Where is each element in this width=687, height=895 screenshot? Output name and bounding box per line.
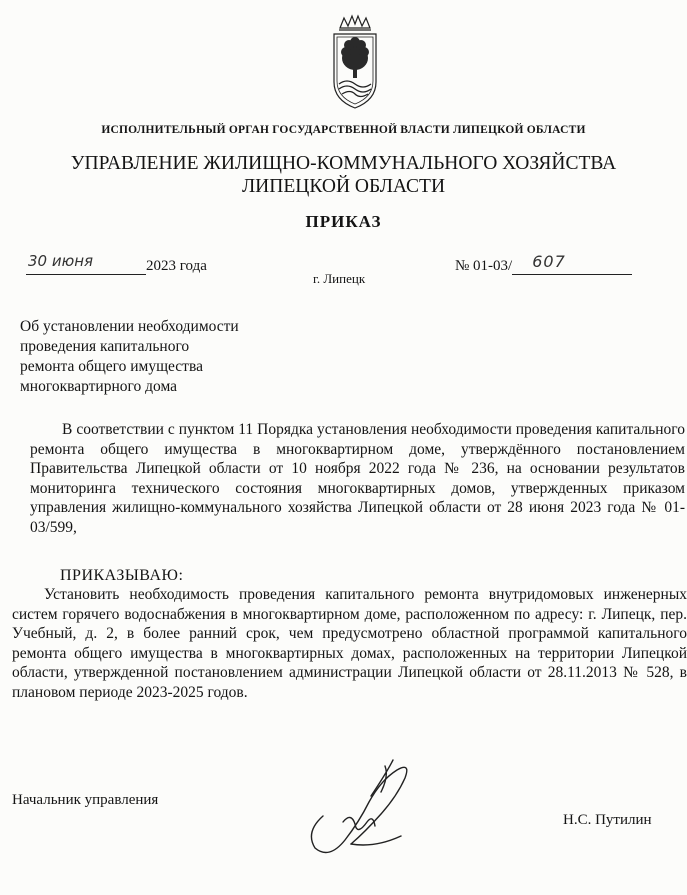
order-date bbox=[26, 252, 207, 275]
department-line-2: ЛИПЕЦКОЙ ОБЛАСТИ bbox=[241, 176, 446, 197]
city: г. Липецк bbox=[313, 271, 366, 286]
subject-line: проведения капитального bbox=[20, 338, 190, 355]
order-keyword: ПРИКАЗЫВАЮ: bbox=[60, 567, 184, 584]
preamble-paragraph: В соответствии с пунктом 11 Порядка установления необходимости проведения капитального ремонта общего имущества в многоквартирном доме, утверждённого постановлением Правительства Липецкой области от 10 ноября 2022 года № 236, на основании результатов мониторинга технического состояния многоквартирных домов, утвержденных приказом управления жилищно-коммунального хозяйства Липецкой области от 28 июня 2023 года № 01-03/599, bbox=[30, 421, 685, 536]
subject-line: ремонта общего имущества bbox=[20, 358, 203, 375]
subject-line: многоквартирного дома bbox=[20, 378, 178, 395]
document-type: ПРИКАЗ bbox=[305, 212, 382, 231]
date-year: 2023 года bbox=[146, 258, 207, 274]
signatory-title: Начальник управления bbox=[12, 792, 159, 808]
order-paragraph: Установить необходимость проведения капитального ремонта внутридомовых инженерных систем горячего водоснабжения в многоквартирном доме, расположенном по адресу: г. Липецк, пер. Учебный, д. 2, в более ранний срок, чем предусмотрено областной программой капитального ремонта общего имущества в многоквартирных домах, расположенных на территории Липецкой области, утвержденной постановлением администрации Липецкой области от 28.11.2013 № 528, в плановом периоде 2023-2025 годов. bbox=[12, 586, 687, 701]
department-name bbox=[0, 152, 687, 198]
order-number bbox=[455, 252, 632, 275]
handwritten-date: 30 июня bbox=[28, 252, 94, 270]
handwritten-number: 607 bbox=[532, 252, 566, 271]
department-line-1: УПРАВЛЕНИЕ ЖИЛИЩНО-КОММУНАЛЬНОГО ХОЗЯЙСТВА bbox=[70, 153, 617, 174]
number-blank bbox=[512, 252, 632, 275]
order-subject bbox=[20, 317, 320, 397]
coat-of-arms-icon bbox=[322, 14, 388, 112]
number-prefix: № 01-03/ bbox=[455, 258, 513, 274]
date-blank bbox=[26, 252, 146, 275]
signatory-name: Н.С. Путилин bbox=[563, 812, 652, 828]
issuing-authority: ИСПОЛНИТЕЛЬНЫЙ ОРГАН ГОСУДАРСТВЕННОЙ ВЛАСТИ ЛИПЕЦКОЙ ОБЛАСТИ bbox=[101, 124, 586, 136]
subject-line: Об установлении необходимости bbox=[20, 318, 239, 335]
handwritten-signature-icon bbox=[285, 752, 445, 862]
